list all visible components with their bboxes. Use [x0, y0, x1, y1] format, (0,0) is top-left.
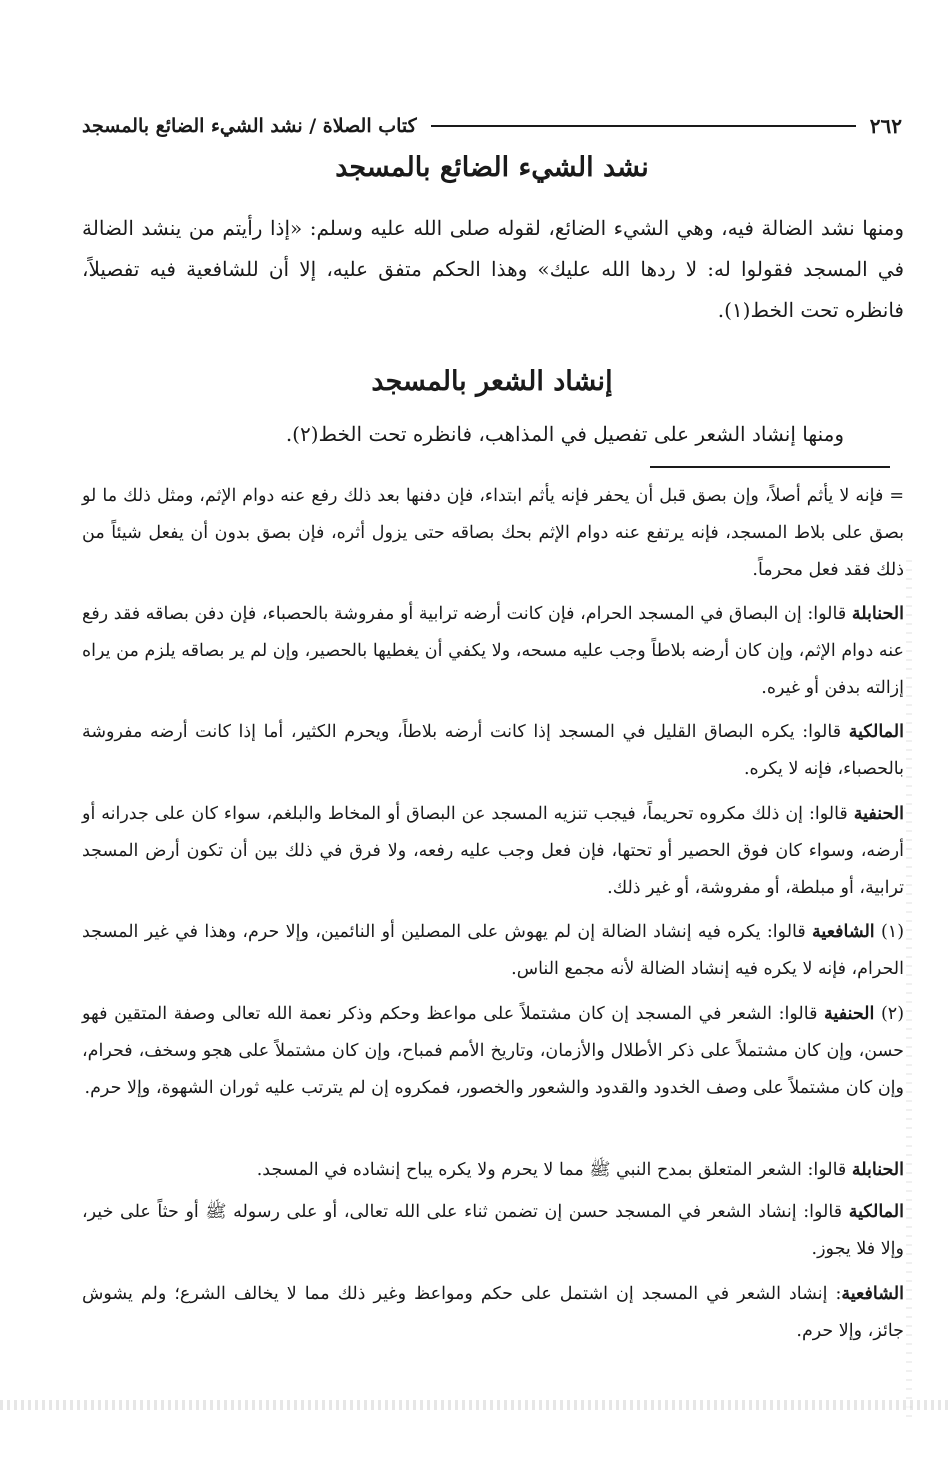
running-title: كتاب الصلاة / نشد الشيء الضائع بالمسجد [82, 115, 417, 137]
footnote-text: : إنشاد الشعر في المسجد إن اشتمل على حكم ومواعظ وغير ذلك مما لا يخالف الشرع؛ ولم يشوش جائز، وإلا حرم. [82, 1284, 904, 1341]
footnote-malikiya-1 [82, 714, 904, 788]
section-body-poetry: ومنها إنشاد الشعر على تفصيل في المذاهب، فانظره تحت الخط(٢). [285, 422, 844, 446]
section-title-poetry: إنشاد الشعر بالمسجد [371, 366, 613, 397]
footnote-2 [82, 996, 904, 1107]
footnote-text: قالوا: يكره البصاق القليل في المسجد إذا كانت أرضه بلاطاً، ويحرم الكثير، أما إذا كانت أرضه مفروشة بالحصباء، فإنه لا يكره. [82, 722, 904, 779]
footnote-shafiiya-2 [82, 1276, 904, 1350]
madhhab-label: الحنفية [824, 1004, 875, 1024]
footnote-number: (٢) [874, 1004, 905, 1024]
madhhab-label: الشافعية [841, 1284, 904, 1304]
footnote-text: قالوا: إن ذلك مكروه تحريماً، فيجب تنزيه المسجد عن البصاق أو المخاط والبلغم، سواء كان على جدرانه أو أرضه، وسواء كان فوق الحصير أو تحتها، فإن فعل وجب عليه رفعه، ولا فرق في ذلك بين أن تكون أرض المسجد ترابية، أو مبلطة، أو مفروشة، أو غير ذلك. [82, 804, 904, 898]
section-title-lost-item: نشد الشيء الضائع بالمسجد [335, 152, 649, 183]
madhhab-label: الشافعية [812, 922, 875, 942]
footnote-text: قالوا: الشعر في المسجد إن كان مشتملاً على مواعظ وحكم وذكر نعمة الله تعالى وصفة المتقين فهو حسن، وإن كان مشتملاً على ذكر الأطلال والأزمان، وتاريخ الأمم فمباح، وإن كان مشتملاً على هجو وسخف، فحرام، وإن كان مشتملاً على وصف الخدود والقدود والشعور والخصور، فمكروه إن لم يترتب عليه ثوران الشهوة، وإلا حرم. [82, 1004, 904, 1098]
section-body-lost-item: ومنها نشد الضالة فيه، وهي الشيء الضائع، لقوله صلى الله عليه وسلم: «إذا رأيتم من ينشد الضالة في المسجد فقولوا له: لا ردها الله عليك» وهذا الحكم متفق عليه، إلا أن للشافعية فيه تفصيلاً، فانظره تحت الخط(١). [82, 216, 904, 322]
footnote-separator [650, 466, 890, 468]
scan-edge-noise [906, 560, 912, 1420]
footnote-malikiya-2 [82, 1194, 904, 1268]
madhhab-label: المالكية [848, 722, 904, 742]
footnote-text: قالوا: إنشاد الشعر في المسجد حسن إن تضمن ثناء على الله تعالى، أو على رسوله ﷺ أو حثاً على خير، وإلا فلا يجوز. [82, 1202, 904, 1259]
footnote-continuation: = فإنه لا يأثم أصلاً، وإن بصق قبل أن يحفر فإنه يأثم ابتداء، فإن دفنها بعد ذلك رفع عنه دوام الإثم، ومثل ذلك ما لو بصق على بلاط المسجد، فإنه يرتفع عنه دوام الإثم بحك بصاقه حتى يزول أثره، فإن بصق بدون أن يفعل شيئاً من ذلك فقد فعل محرماً. [82, 486, 904, 580]
footnote-number: (١) [874, 922, 905, 942]
footnote-text: قالوا: إن البصاق في المسجد الحرام، فإن كانت أرضه ترابية أو مفروشة بالحصباء، فإن دفن بصاقه فقد رفع عنه دوام الإثم، وإن كان أرضه بلاطاً وجب عليه مسحه، ولا يكفي أن يغطيها بالحصير، وإن لم ير بصاقه يلزم من يراه إزالته بدفن أو غيره. [82, 604, 904, 698]
madhhab-label: الحنابلة [851, 604, 904, 624]
footnote-hanafiya-1 [82, 796, 904, 907]
footnote-text: قالوا: يكره فيه إنشاد الضالة إن لم يهوش على المصلين أو النائمين، وإلا حرم، وهذا في غير المسجد الحرام، فإنه لا يكره فيه إنشاد الضالة لأنه مجمع الناس. [82, 922, 904, 979]
page-number: ٢٦٢ [869, 114, 902, 138]
madhhab-label: الحنفية [853, 804, 904, 824]
madhhab-label: المالكية [848, 1202, 904, 1222]
page-header [82, 112, 902, 140]
footnote-text: قالوا: الشعر المتعلق بمدح النبي ﷺ مما لا يحرم ولا يكره يباح إنشاده في المسجد. [256, 1160, 852, 1180]
footnote-hanabila-1 [82, 596, 904, 707]
header-rule [431, 125, 856, 127]
scan-bottom-noise [0, 1400, 950, 1410]
footnote-1 [82, 914, 904, 988]
madhhab-label: الحنابلة [851, 1160, 904, 1180]
footnote-hanabila-2 [82, 1152, 904, 1189]
